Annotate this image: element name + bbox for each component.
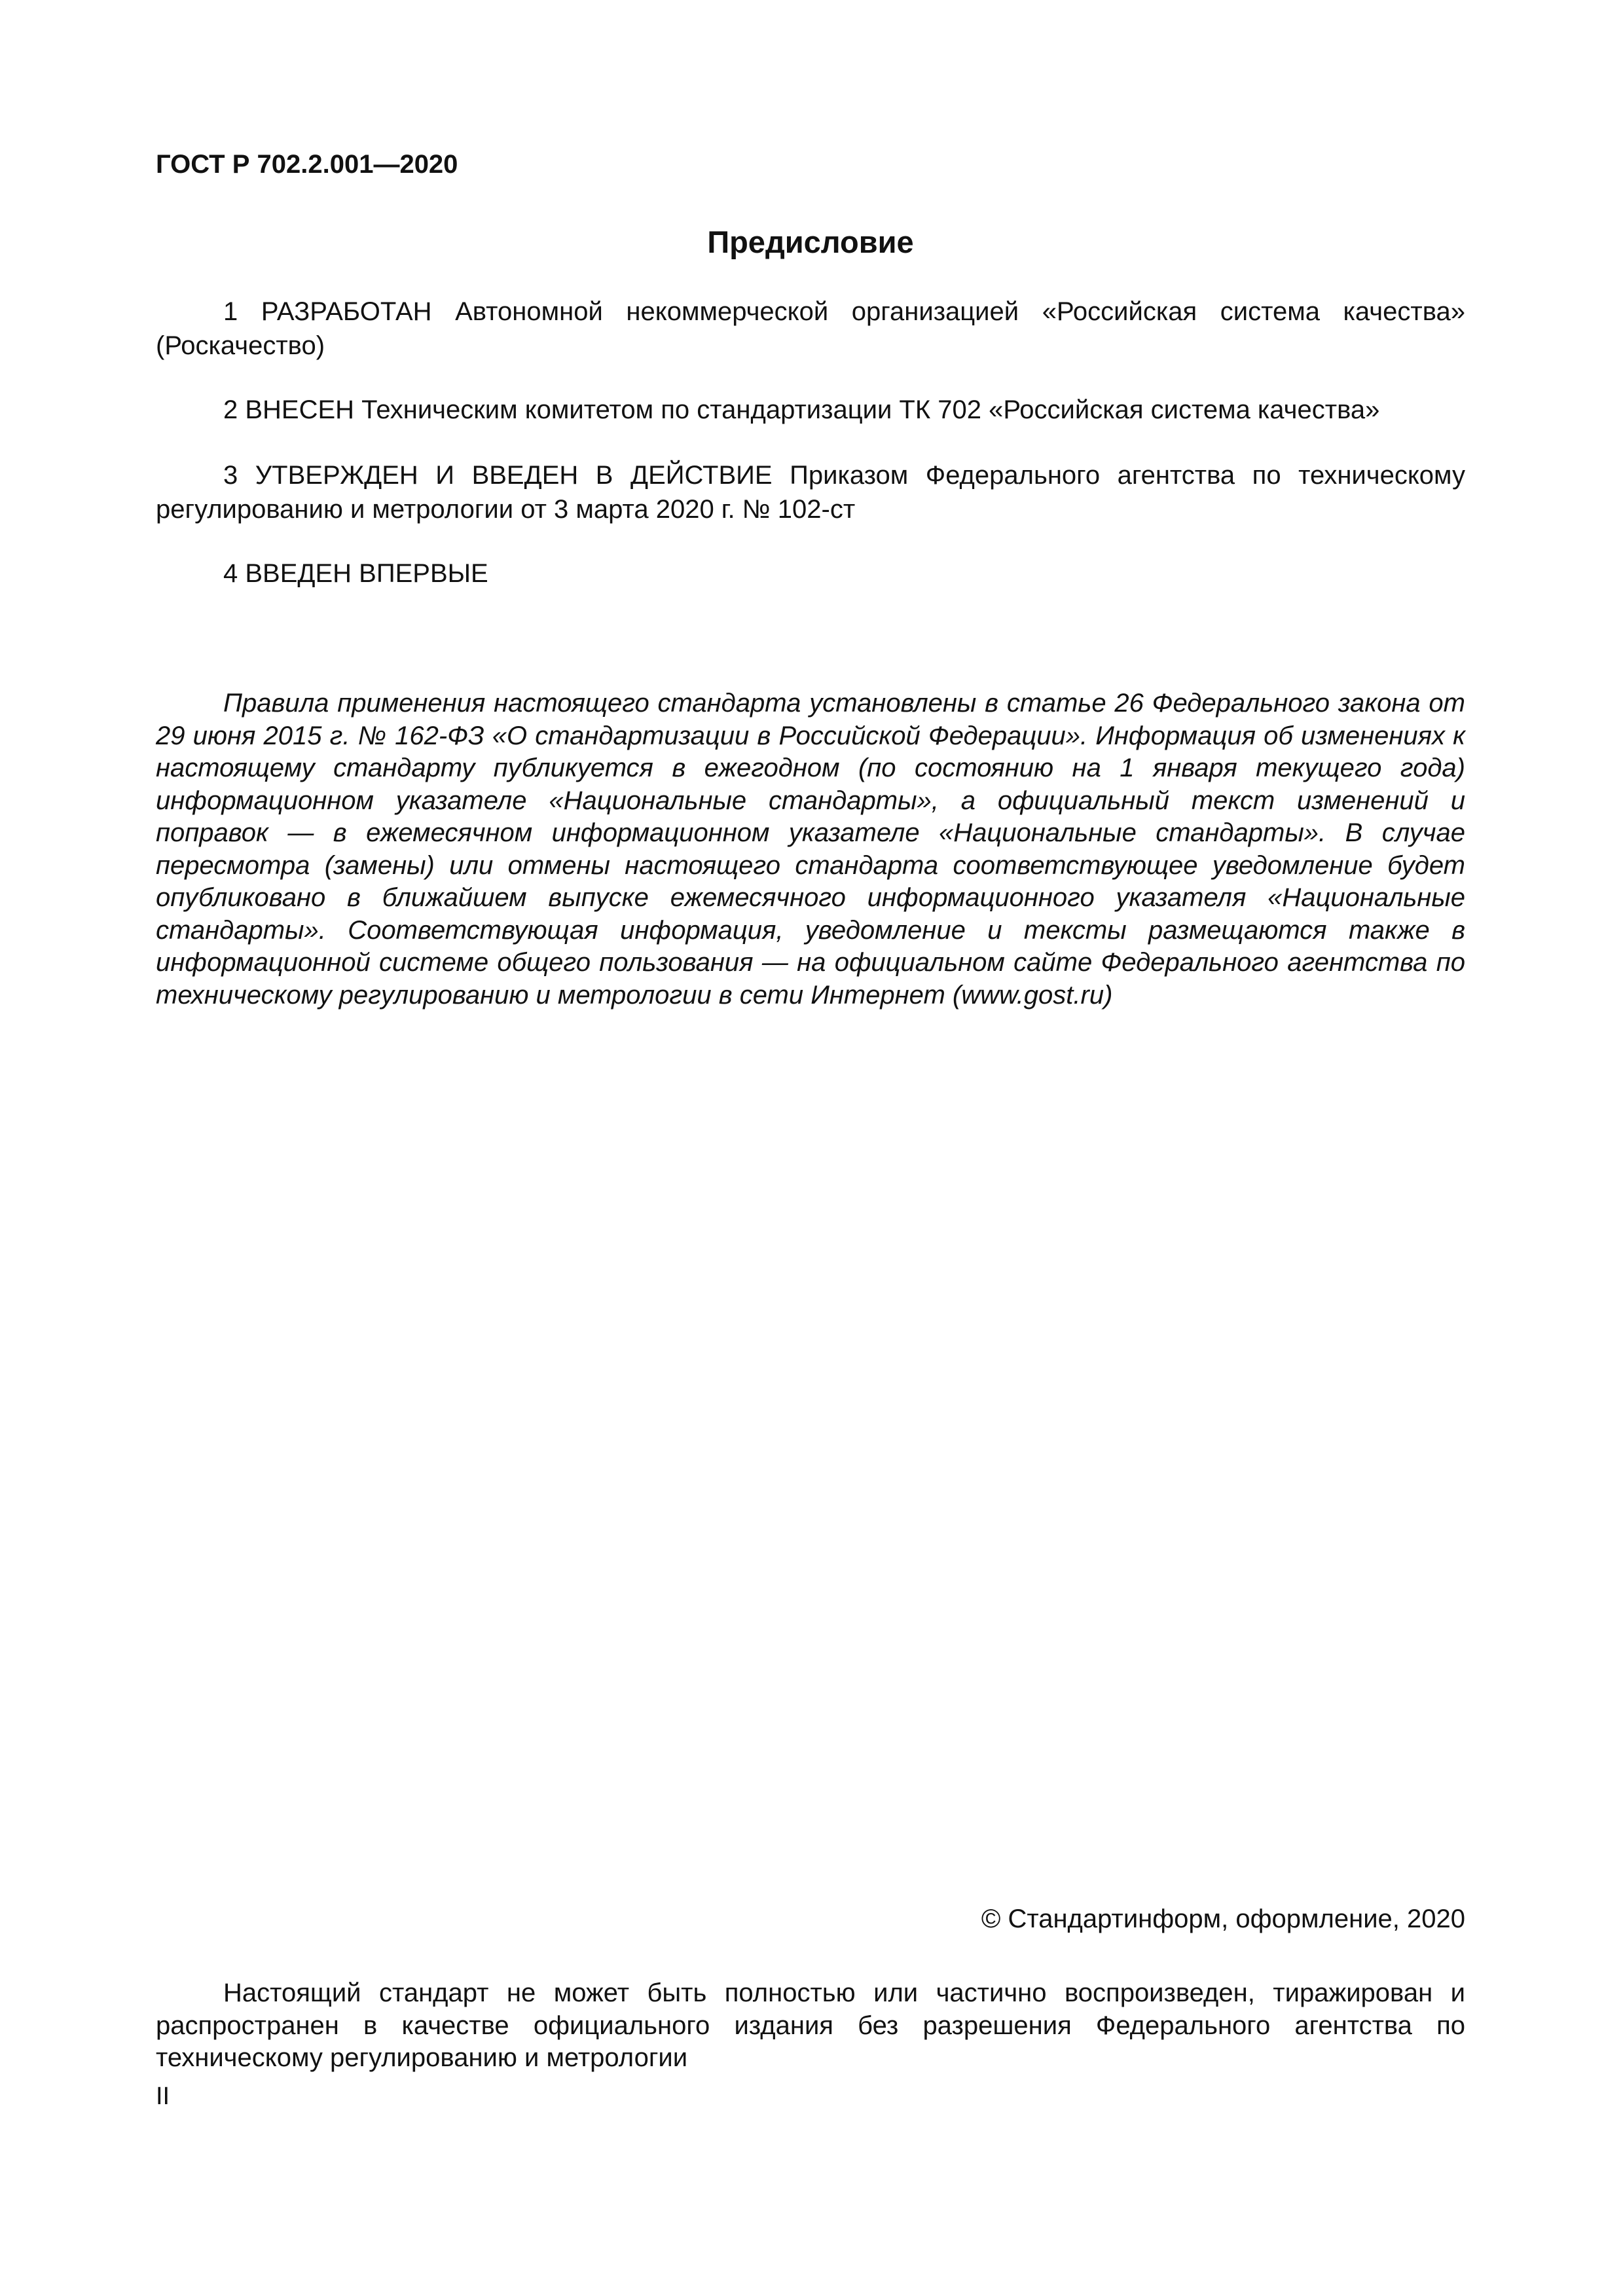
page-number: II <box>156 2083 170 2110</box>
foreword-item-approved: 3 УТВЕРЖДЕН И ВВЕДЕН В ДЕЙСТВИЕ Приказом Федерального агентства по техническому регулированию и метрологии от 3 марта 2020 г. № 102-ст <box>156 461 1465 524</box>
application-rules-note: Правила применения настоящего стандарта установлены в статье 26 Федерального закона от 29 июня 2015 г. № 162-ФЗ «О стандартизации в Российской Федерации». Информация об изменениях к настоящему стандарту публикуется в ежегодном (по состоянию на 1 января текущего года) информационном указателе «Национальные стандарты», а официальный текст изменений и поправок — в ежемесячном информационном указателе «Национальные стандарты». В случае пересмотра (замены) или отмены настоящего стандарта соответствующее уведомление будет опубликовано в ближайшем выпуске ежемесячного информационного указателя «Национальные стандарты». Соответствующая информация, уведомление и тексты размещаются также в информационной системе общего пользования — на официальном сайте Федерального агентства по техническому регулированию и метрологии в сети Интернет (www.gost.ru) <box>156 689 1465 1010</box>
copyright-line: © Стандартинформ, оформление, 2020 <box>981 1904 1465 1933</box>
foreword-item-developed: 1 РАЗРАБОТАН Автономной некоммерческой организацией «Российская система качества» (Роскачество) <box>156 297 1465 360</box>
foreword-item-first-introduced: 4 ВВЕДЕН ВПЕРВЫЕ <box>223 559 488 588</box>
reproduction-notice: Настоящий стандарт не может быть полностью или частично воспроизведен, тиражирован и распространен в качестве официального издания без разрешения Федерального агентства по техническому регулированию и метрологии <box>156 1978 1465 2072</box>
foreword-title: Предисловие <box>707 225 914 259</box>
document-code: ГОСТ Р 702.2.001—2020 <box>156 150 458 179</box>
foreword-item-introduced: 2 ВНЕСЕН Техническим комитетом по стандартизации ТК 702 «Российская система качества» <box>223 395 1380 424</box>
